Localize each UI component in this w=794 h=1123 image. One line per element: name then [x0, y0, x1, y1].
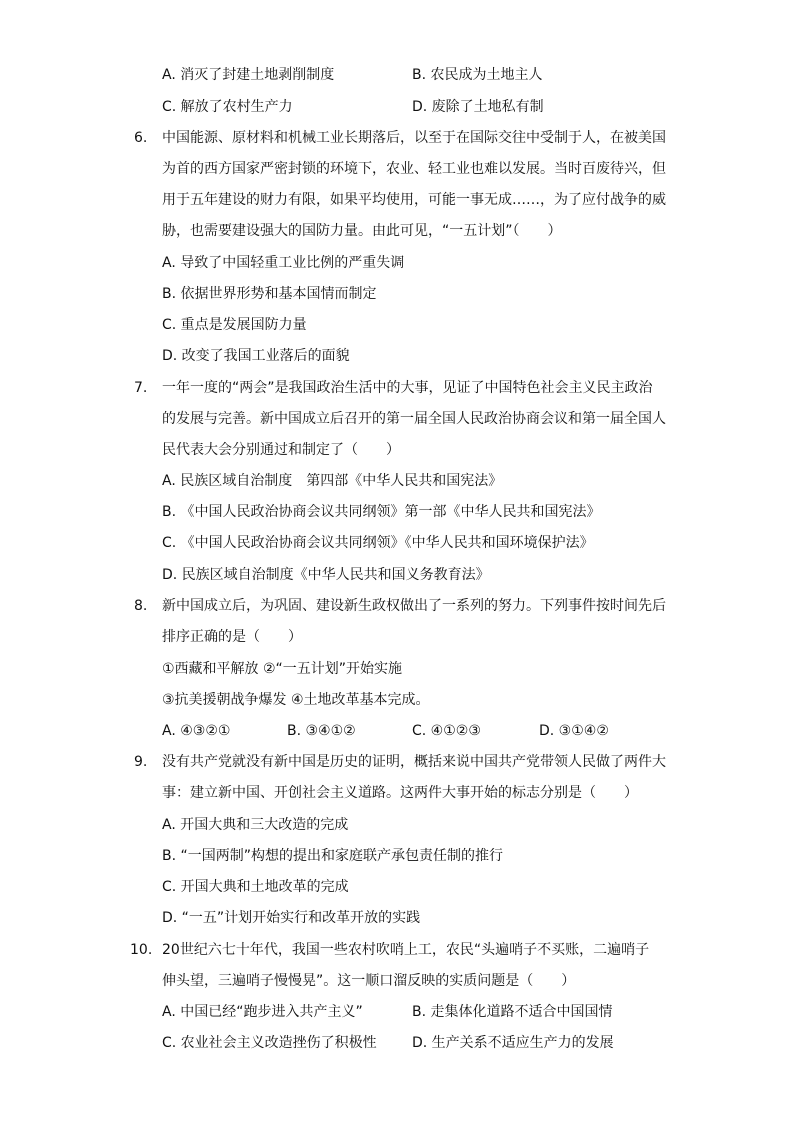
q10-option-c: C. 农业社会主义改造挫伤了积极性	[162, 1035, 377, 1051]
q8-option-c: C. ④①②③	[412, 723, 481, 739]
q9-option-b: B. “一国两制”构想的提出和家庭联产承包责任制的推行	[162, 848, 504, 864]
question-stem-line: 20世纪六七十年代，我国一些农村吹哨上工，农民“头遍哨子不买账，二遍哨子	[162, 942, 650, 958]
question-stem-line: 的发展与完善。新中国成立后召开的第一届全国人民政治协商会议和第一届全国人	[162, 411, 666, 427]
question-stem-line: 用于五年建设的财力有限，如果平均使用，可能一事无成……，为了应付战争的威	[162, 192, 666, 208]
q8-option-d: D. ③①④②	[539, 723, 609, 739]
q10-option-b: B. 走集体化道路不适合中国国情	[412, 1004, 613, 1020]
question-stem-line: 胁，也需要建设强大的国防力量。由此可见，“一五计划”（ ）	[162, 223, 562, 239]
question-stem-line: 排序正确的是（ ）	[162, 629, 302, 645]
q9-option-a: A. 开国大典和三大改造的完成	[162, 817, 349, 833]
q10-option-d: D. 生产关系不适应生产力的发展	[412, 1035, 614, 1051]
q9-option-c: C. 开国大典和土地改革的完成	[162, 879, 349, 895]
q5-option-d: D. 废除了土地私有制	[412, 99, 544, 115]
q6-option-c: C. 重点是发展国防力量	[162, 317, 307, 333]
question-stem-line: 为首的西方国家严密封锁的环境下，农业、轻工业也难以发展。当时百废待兴，但	[162, 161, 666, 177]
question-number: 9.	[134, 754, 148, 770]
q10-option-a: A. 中国已经“跑步进入共产主义”	[162, 1004, 363, 1020]
q6-option-d: D. 改变了我国工业落后的面貌	[162, 348, 350, 364]
question-stem-line: 伸头望，三遍哨子慢慢晃”。这一顺口溜反映的实质问题是（ ）	[162, 973, 576, 989]
q5-option-c: C. 解放了农村生产力	[162, 99, 293, 115]
q7-option-d: D. 民族区域自治制度《中华人民共和国义务教育法》	[162, 567, 490, 583]
q7-option-c: C. 《中国人民政治协商会议共同纲领》《中华人民共和国环境保护法》	[162, 535, 594, 551]
question-stem-line: 新中国成立后，为巩固、建设新生政权做出了一系列的努力。下列事件按时间先后	[162, 598, 666, 614]
question-number: 8.	[134, 598, 148, 614]
question-stem-line: ③抗美援朝战争爆发 ④土地改革基本完成。	[162, 692, 430, 708]
q8-option-b: B. ③④①②	[287, 723, 356, 739]
q5-option-b: B. 农民成为土地主人	[412, 67, 543, 83]
question-number: 7.	[134, 380, 148, 396]
q5-option-a: A. 消灭了封建土地剥削制度	[162, 67, 335, 83]
q8-option-a: A. ④③②①	[162, 723, 231, 739]
question-number: 10.	[130, 942, 153, 958]
q6-option-b: B. 依据世界形势和基本国情而制定	[162, 286, 377, 302]
q6-option-a: A. 导致了中国轻重工业比例的严重失调	[162, 255, 405, 271]
question-number: 6.	[134, 130, 148, 146]
question-stem-line: 中国能源、原材料和机械工业长期落后，以至于在国际交往中受制于人，在被美国	[162, 130, 666, 146]
q7-option-b: B. 《中国人民政治协商会议共同纲领》第一部《中华人民共和国宪法》	[162, 504, 601, 520]
question-stem-line: 没有共产党就没有新中国是历史的证明，概括来说中国共产党带领人民做了两件大	[162, 754, 666, 770]
question-stem-line: ①西藏和平解放 ②“一五计划”开始实施	[162, 661, 403, 677]
question-stem-line: 一年一度的“两会”是我国政治生活中的大事，见证了中国特色社会主义民主政治	[162, 380, 653, 396]
question-stem-line: 民代表大会分别通过和制定了（ ）	[162, 442, 400, 458]
question-stem-line: 事：建立新中国、开创社会主义道路。这两件大事开始的标志分别是（ ）	[162, 785, 638, 801]
q7-option-a: A. 民族区域自治制度 第四部《中华人民共和国宪法》	[162, 473, 503, 489]
q9-option-d: D. “一五”计划开始实行和改革开放的实践	[162, 910, 421, 926]
